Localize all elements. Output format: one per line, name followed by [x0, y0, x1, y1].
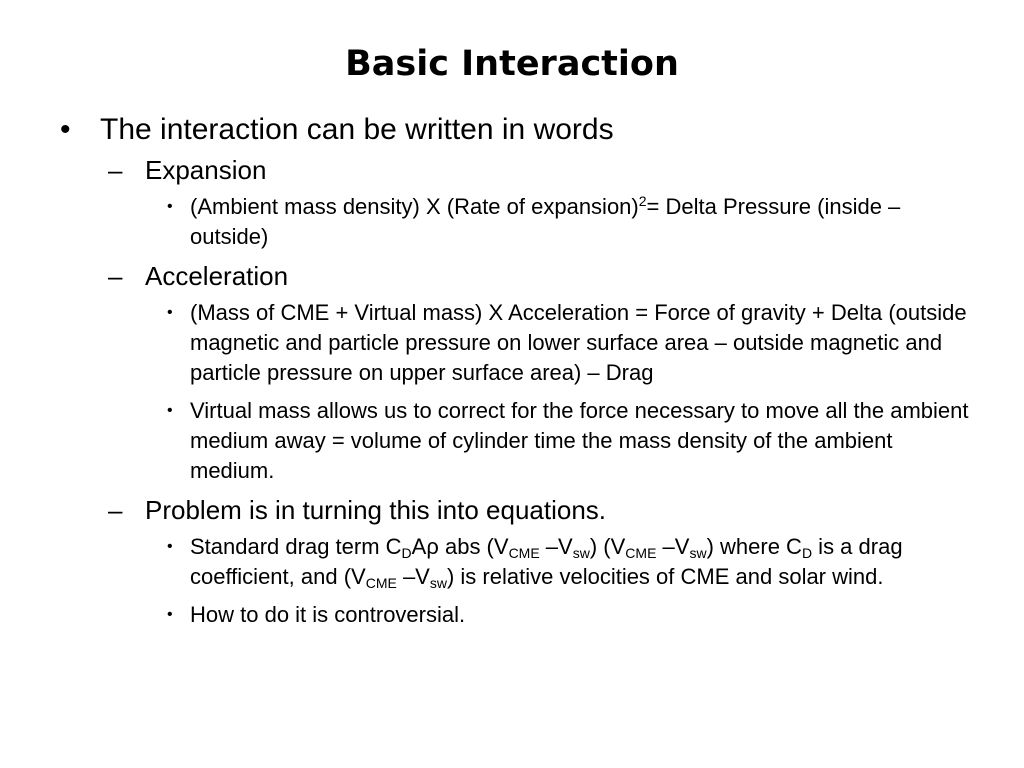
subscript: sw	[689, 545, 707, 561]
bullet-level3-drag-term	[167, 532, 970, 592]
subscript: sw	[572, 545, 590, 561]
bullet-level3-expansion-formula	[167, 192, 970, 252]
drag-text: is a drag coefficient, and (V	[190, 534, 903, 589]
drag-text: ) (V	[589, 534, 626, 559]
bullet-level1	[60, 110, 970, 150]
slide-body	[60, 110, 970, 630]
bullet-level3-virtual-mass	[167, 396, 970, 486]
drag-text: –V	[539, 534, 573, 559]
bullet-level3-acceleration-formula	[167, 298, 970, 388]
bullet-dot-icon: •	[167, 538, 173, 555]
dash-icon: –	[108, 261, 123, 291]
dash-icon: –	[108, 155, 123, 185]
drag-text: –V	[656, 534, 690, 559]
subscript: sw	[429, 575, 447, 591]
bullet-level3-controversial	[167, 600, 970, 630]
drag-text: Aρ abs (V	[411, 534, 509, 559]
bullet-text: Expansion	[145, 155, 267, 185]
bullet-text: Acceleration	[145, 261, 289, 291]
dash-icon: –	[108, 495, 123, 525]
bullet-dot-icon: •	[60, 113, 71, 146]
drag-text: Standard drag term C	[190, 534, 402, 559]
bullet-text: Virtual mass allows us to correct for the force necessary to move all the ambient medium away = volume of cylinder time the mass density of the ambient medium.	[190, 398, 969, 483]
formula-text-a: (Ambient mass density) X (Rate of expansion)	[190, 194, 639, 219]
bullet-level2-expansion	[108, 154, 970, 186]
superscript: 2	[638, 193, 647, 209]
bullet-dot-icon: •	[167, 304, 173, 321]
bullet-level2-acceleration	[108, 260, 970, 292]
subscript: CME	[365, 575, 397, 591]
drag-text: ) where C	[706, 534, 802, 559]
bullet-text: Problem is in turning this into equations.	[145, 495, 607, 525]
bullet-dot-icon: •	[167, 606, 173, 623]
bullet-dot-icon: •	[167, 198, 173, 215]
subscript: D	[401, 545, 412, 561]
bullet-text: (Mass of CME + Virtual mass) X Acceleration = Force of gravity + Delta (outside magnetic and particle pressure on lower surface area – outside magnetic and particle pressure on upper surface area) – Drag	[190, 300, 967, 385]
formula-text-b: = Delta Pressure (inside – outside)	[190, 194, 901, 249]
drag-text: –V	[396, 564, 430, 589]
bullet-text: How to do it is controversial.	[190, 602, 466, 627]
subscript: CME	[508, 545, 540, 561]
bullet-dot-icon: •	[167, 402, 173, 419]
slide-title: Basic Interaction	[345, 44, 679, 84]
bullet-text: The interaction can be written in words	[100, 113, 614, 146]
drag-text: ) is relative velocities of CME and solar wind.	[446, 564, 884, 589]
subscript: CME	[625, 545, 657, 561]
subscript: D	[801, 545, 813, 561]
bullet-level2-problem	[108, 494, 970, 526]
